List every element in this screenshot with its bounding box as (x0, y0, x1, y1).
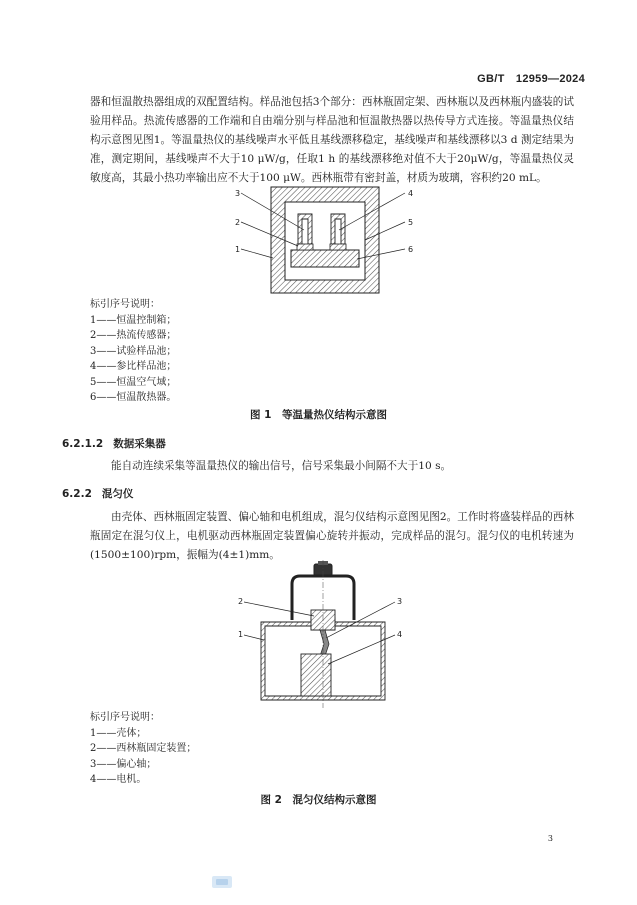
section-number: 6.2.2 (62, 488, 92, 500)
section-622-text: 由壳体、西林瓶固定装置、偏心轴和电机组成，混匀仪结构示意图见图2。工作时将盛装样品的西林瓶固定在混匀仪上，电机驱动西林瓶固定装置偏心旋转并振动，完成样品的混匀。混匀仪的电机转速为(1500±100)rpm，振幅为(4±1)mm。 (90, 511, 574, 561)
intro-paragraph: 器和恒温散热器组成的双配置结构。样品池包括3个部分：西林瓶固定架、西林瓶以及西林瓶内盛装的试验用样品。热流传感器的工作端和自由端分别与样品池和恒温散热器以热传导方式连接。等温量热仪结构示意图见图1。等温量热仪的基线噪声水平低且基线漂移稳定，基线噪声和基线漂移以3 d 测定结果为准，测定期间，基线噪声不大于10 μW/g，任取1 h 的基线漂移绝对值不大于20μW/g，等温量热仪灵敏度高，其最小热功率输出应不大于100 μW。西林瓶带有密封盖，材质为玻璃，容积约20 mL。 (90, 96, 574, 184)
page-number: 3 (547, 834, 553, 843)
figure1-callout-1: 1 (235, 245, 241, 254)
figure1-legend (90, 297, 176, 406)
figure2-legend-item: 4——电机。 (90, 774, 147, 785)
figure1-diagram (225, 182, 425, 297)
figure1-legend-item: 3——试验样品池； (90, 345, 177, 357)
figure1-callout-4: 4 (408, 189, 414, 198)
figure1-legend-item: 1——恒温控制箱； (90, 314, 177, 326)
figure2-callout-4: 4 (397, 630, 403, 639)
heat-sink-shape (291, 250, 359, 267)
figure2-callout-2: 2 (238, 597, 244, 606)
figure1-legend-title: 标引序号说明： (90, 299, 160, 310)
section-title: 数据采集器 (113, 438, 166, 450)
figure2-legend (90, 710, 196, 788)
section-6212-text: 能自动连续采集等温量热仪的输出信号，信号采集最小间隔不大于10 s。 (111, 460, 452, 472)
figure1-callout-2: 2 (235, 218, 241, 227)
figure1-caption: 图 1 等温量热仪结构示意图 (250, 409, 387, 421)
figure1-callout-6: 6 (408, 245, 414, 254)
eccentric-shaft-shape (320, 630, 329, 656)
figure1-legend-item: 5——恒温空气域； (90, 376, 177, 388)
figure2-legend-item: 2——西林瓶固定装置； (90, 743, 197, 754)
section-title: 混匀仪 (101, 488, 134, 500)
figure1-legend-item: 2——热流传感器； (90, 330, 177, 341)
figure1-callout-5: 5 (408, 218, 414, 227)
figure1-legend-item: 6——恒温散热器。 (90, 392, 177, 403)
figure2-legend-item: 1——壳体； (90, 727, 147, 739)
watermark-icon (212, 876, 232, 888)
standard-code: GB/T 12959—2024 (477, 73, 585, 85)
figure2-diagram (230, 560, 420, 708)
section-heading-6212 (62, 436, 166, 451)
figure2-legend-item: 3——偏心轴； (90, 758, 157, 770)
figure1-callout-3: 3 (235, 189, 241, 198)
motor-shape (301, 654, 331, 696)
thermostat-box-shape (271, 187, 379, 293)
figure1-legend-item: 4——参比样品池； (90, 361, 177, 372)
figure2-callout-3: 3 (397, 597, 403, 606)
section-number: 6.2.1.2 (62, 438, 104, 450)
figure2-caption: 图 2 混匀仪结构示意图 (260, 794, 377, 806)
figure2-legend-title: 标引序号说明： (90, 712, 160, 723)
figure2-callout-1: 1 (238, 630, 244, 639)
section-heading-622 (62, 486, 133, 501)
